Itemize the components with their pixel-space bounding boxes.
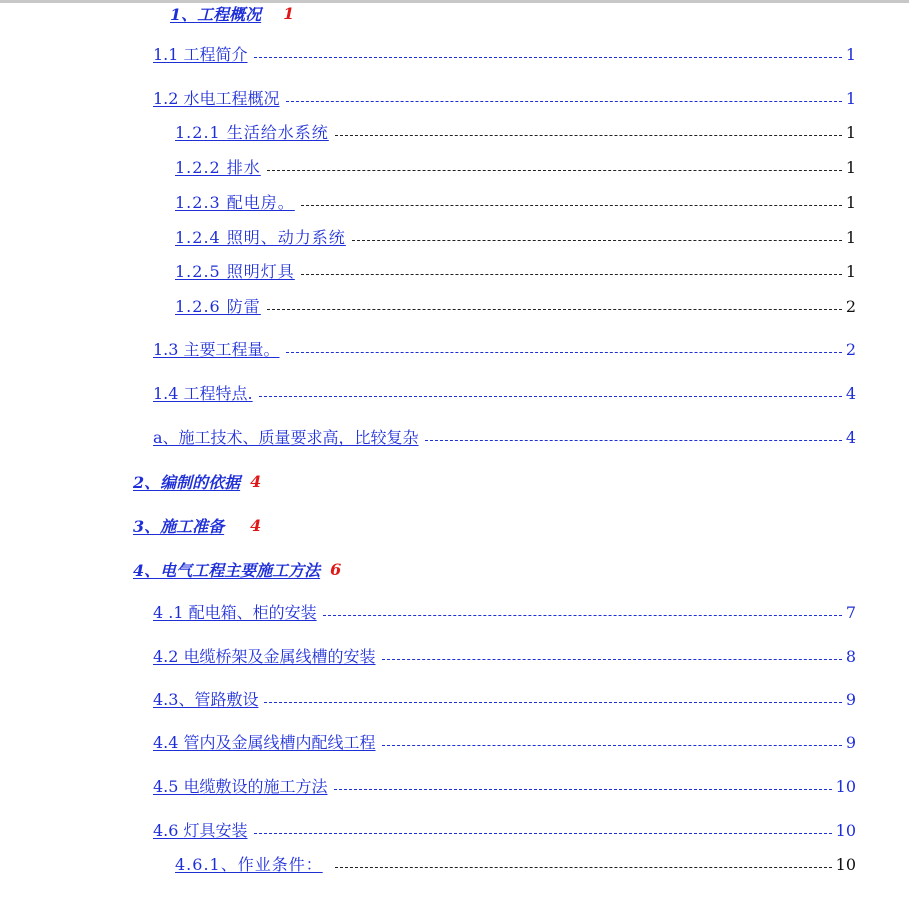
toc-entry-1-3[interactable] — [153, 339, 856, 361]
toc-entry-4-6-1[interactable] — [175, 854, 856, 876]
toc-entry-1-2-1[interactable] — [175, 122, 856, 144]
toc-entry-label[interactable]: 1.3 主要工程量。 — [153, 340, 280, 359]
toc-leader — [425, 440, 842, 441]
toc-page-number: 10 — [835, 777, 856, 796]
toc-page-number: 1 — [845, 89, 856, 108]
toc-entry-4-1[interactable] — [153, 602, 856, 624]
toc-entry-1-2[interactable] — [153, 88, 856, 110]
toc-page-number: 4 — [845, 384, 856, 403]
toc-page-number: 4 — [250, 471, 262, 491]
toc-page-number: 6 — [330, 559, 342, 579]
toc-entry-1-2-2[interactable] — [175, 157, 856, 179]
toc-entry-label[interactable]: 1.2.6 防雷 — [175, 297, 261, 316]
toc-page-number: 9 — [845, 733, 856, 752]
toc-leader — [264, 702, 841, 703]
toc-leader — [259, 396, 842, 397]
toc-entry-label[interactable]: 4.6.1、作业条件： — [175, 855, 323, 874]
toc-page-number: 8 — [845, 647, 856, 666]
toc-leader — [335, 867, 832, 868]
toc-entry-label[interactable]: 4.5 电缆敷设的施工方法 — [153, 777, 328, 796]
toc-leader — [352, 240, 842, 241]
toc-leader — [254, 57, 842, 58]
toc-entry-label[interactable]: 1.1 工程简介 — [153, 45, 248, 64]
toc-heading-3[interactable] — [133, 513, 261, 537]
toc-page-number: 1 — [845, 262, 856, 281]
toc-entry-label[interactable]: 1.2.1 生活给水系统 — [175, 123, 329, 142]
toc-entry-label[interactable]: 1.2.5 照明灯具 — [175, 262, 295, 281]
toc-entry-label[interactable]: a、施工技术、质量要求高，比较复杂 — [153, 428, 419, 447]
toc-page-number: 4 — [250, 515, 262, 535]
toc-leader — [334, 789, 832, 790]
toc-entry-label[interactable]: 1.4 工程特点. — [153, 384, 253, 403]
toc-page-number: 10 — [835, 855, 856, 874]
toc-entry-label[interactable]: 4.3、管路敷设 — [153, 690, 259, 709]
toc-page-number: 9 — [845, 690, 856, 709]
toc-entry-label[interactable]: 1.2.2 排水 — [175, 158, 261, 177]
toc-entry-4-2[interactable] — [153, 646, 856, 668]
toc-entry-label[interactable]: 1.2.3 配电房。 — [175, 193, 295, 212]
toc-leader — [286, 101, 842, 102]
toc-entry-4-5[interactable] — [153, 776, 856, 798]
toc-entry-label[interactable]: 4.6 灯具安装 — [153, 821, 248, 840]
toc-heading-label[interactable]: 2、编制的依据 — [133, 472, 241, 492]
toc-leader — [301, 205, 842, 206]
toc-entry-a[interactable] — [153, 427, 856, 449]
toc-heading-2[interactable] — [133, 469, 261, 493]
toc-page-number: 10 — [835, 821, 856, 840]
toc-heading-1[interactable] — [170, 1, 294, 25]
toc-entry-4-3[interactable] — [153, 689, 856, 711]
toc-leader — [267, 309, 842, 310]
toc-leader — [254, 833, 832, 834]
toc-entry-1-2-5[interactable] — [175, 261, 856, 283]
toc-page-number: 2 — [845, 340, 856, 359]
toc-heading-4[interactable] — [133, 557, 341, 581]
toc-entry-1-2-6[interactable] — [175, 296, 856, 318]
toc-leader — [335, 135, 842, 136]
toc-leader — [382, 659, 842, 660]
toc-page-number: 4 — [845, 428, 856, 447]
toc-entry-1-4[interactable] — [153, 383, 856, 405]
toc-entry-1-2-4[interactable] — [175, 227, 856, 249]
toc-entry-label[interactable]: 1.2.4 照明、动力系统 — [175, 228, 346, 247]
toc-page-number: 2 — [845, 297, 856, 316]
toc-page-number: 1 — [845, 158, 856, 177]
toc-heading-label[interactable]: 3、施工准备 — [133, 516, 225, 536]
toc-heading-label[interactable]: 4、电气工程主要施工方法 — [133, 560, 321, 580]
toc-page-number: 7 — [845, 603, 856, 622]
toc-page-number: 1 — [283, 3, 295, 23]
toc-entry-4-6[interactable] — [153, 820, 856, 842]
toc-entry-4-4[interactable] — [153, 732, 856, 754]
toc-leader — [267, 170, 842, 171]
toc-entry-label[interactable]: 4.2 电缆桥架及金属线槽的安装 — [153, 647, 376, 666]
toc-entry-label[interactable]: 4.4 管内及金属线槽内配线工程 — [153, 733, 376, 752]
toc-leader — [301, 274, 842, 275]
toc-entry-label[interactable]: 1.2 水电工程概况 — [153, 89, 280, 108]
toc-page-number: 1 — [845, 228, 856, 247]
toc-entry-1-1[interactable] — [153, 44, 856, 66]
toc-leader — [323, 615, 842, 616]
toc-page-number: 1 — [845, 193, 856, 212]
toc-entry-label[interactable]: 4 .1 配电箱、柜的安装 — [153, 603, 317, 622]
toc-page-number: 1 — [845, 45, 856, 64]
toc-heading-label[interactable]: 1、工程概况 — [170, 4, 262, 24]
toc-leader — [382, 745, 842, 746]
toc-entry-1-2-3[interactable] — [175, 192, 856, 214]
toc-page-number: 1 — [845, 123, 856, 142]
toc-leader — [286, 352, 842, 353]
